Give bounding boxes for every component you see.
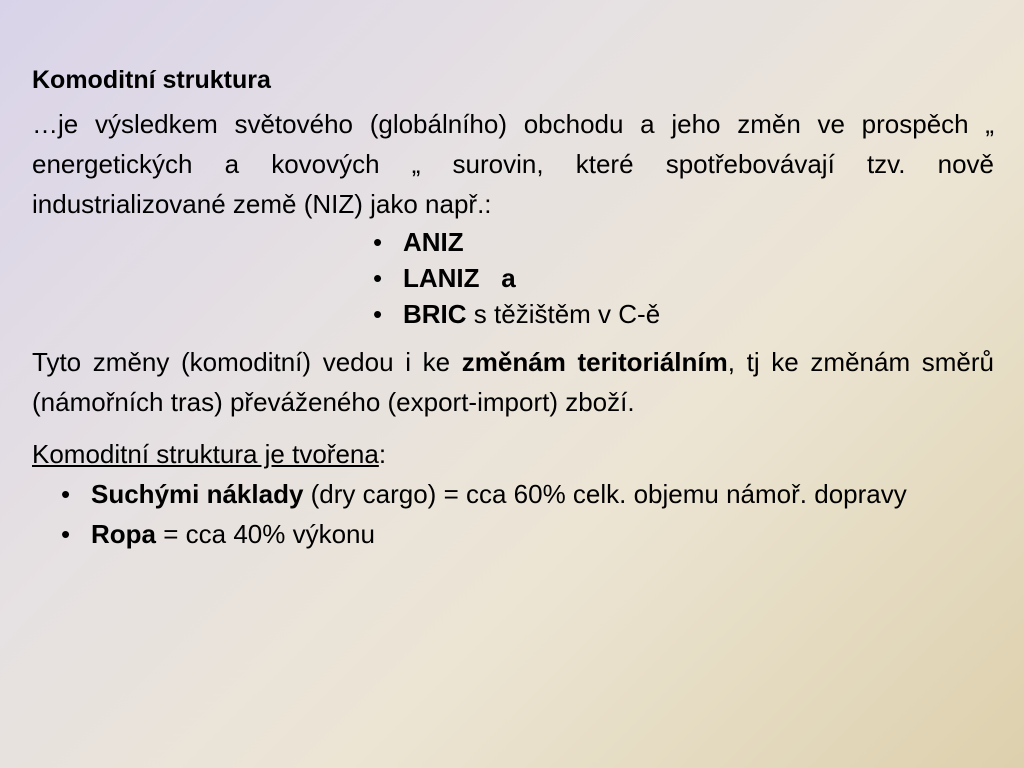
structure-heading-text: Komoditní struktura je tvořena <box>32 439 379 469</box>
structure-list-item <box>58 474 994 514</box>
structure-heading-suffix: : <box>378 439 387 469</box>
structure-heading <box>32 434 994 474</box>
structure-list <box>32 474 994 554</box>
territorial-bold: změnám teritoriálním <box>461 347 728 377</box>
niz-list-item <box>370 296 994 332</box>
niz-item-text: s těžištěm v C-ě <box>466 299 661 329</box>
niz-list-item <box>370 224 994 260</box>
structure-item-bold: Ropa <box>91 519 156 549</box>
niz-list-item <box>370 260 994 296</box>
intro-paragraph: …je výsledkem světového (globálního) obchodu a jeho změn ve prospěch „ energetických a kovových „ surovin, které spotřebovávají tzv. nově industrializované země (NIZ) jako např.: <box>32 109 994 219</box>
slide-title: Komoditní struktura <box>32 66 271 94</box>
structure-item-text: = cca 40% výkonu <box>156 519 375 549</box>
structure-item-bold: Suchými náklady <box>91 479 304 509</box>
niz-item-bold: LANIZ a <box>403 263 516 293</box>
structure-item-text: (dry cargo) = cca 60% celk. objemu námoř. dopravy <box>303 479 907 509</box>
niz-list <box>32 224 994 332</box>
niz-item-bold: ANIZ <box>403 227 464 257</box>
niz-item-bold: BRIC <box>403 299 467 329</box>
territorial-after: , tj ke změnám směrů (námořních tras) převáženého (export-import) zboží. <box>32 347 995 417</box>
structure-list-item <box>58 514 994 554</box>
territorial-paragraph <box>32 342 994 422</box>
territorial-before: Tyto změny (komoditní) vedou i ke <box>32 347 462 377</box>
slide-content <box>32 60 994 554</box>
